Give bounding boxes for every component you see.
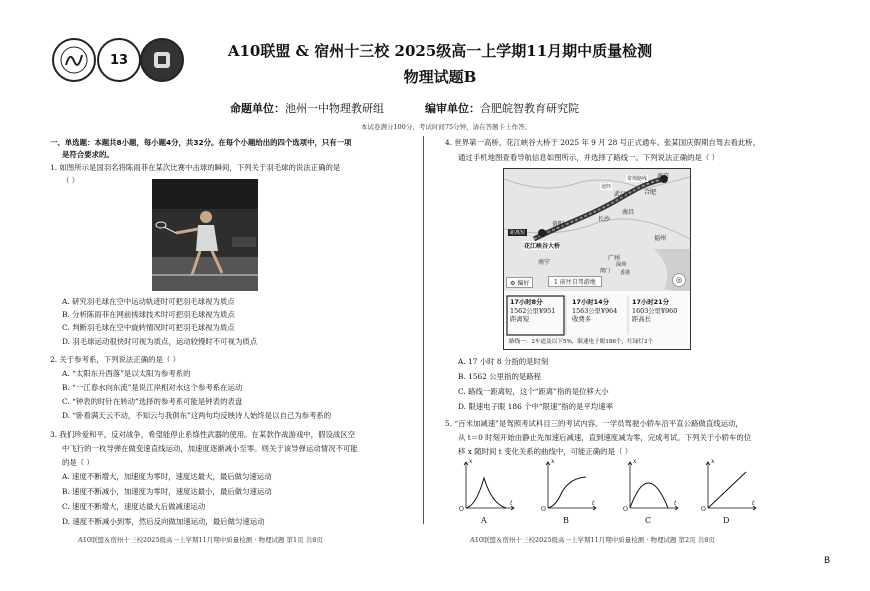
graph-a-o-label: O	[459, 506, 464, 513]
graph-c	[622, 460, 680, 514]
route-note: 路线一：2车道及以下5%，限速电子眼186个，红绿灯2个	[509, 339, 654, 345]
route-3-tag: 距高长	[632, 315, 652, 323]
section-header-1: 一、单选题：本题共8小题，每小题4分，共32分。在每个小题给出的四个选项中，只有一项	[50, 138, 352, 147]
route-1-detail: 1562公里¥951	[510, 306, 556, 315]
navigate-label: 1 前往自驾游地	[554, 279, 596, 286]
reviewer-label: 编审单位：	[425, 102, 480, 115]
section-header-2: 是符合要求的。	[62, 150, 114, 159]
q4-option-b: B. 1562 公里指的是路程	[458, 372, 542, 381]
graph-d-o-label: O	[701, 506, 706, 513]
q4-stem-2: 通过手机地图查看导航信息如图所示，并选择了路线一。下列说法正确的是（ ）	[458, 153, 720, 162]
preference-label: 偏好	[517, 280, 530, 287]
graph-a-letter: A	[481, 516, 487, 525]
route-card-3[interactable]	[632, 298, 688, 324]
map-city-nanjing: 南京	[657, 173, 670, 180]
graph-c-x-label: x	[633, 458, 637, 465]
route-card-2[interactable]	[572, 298, 628, 324]
map-route-tag-1: 距离短	[510, 230, 526, 236]
seal-number: 13	[109, 52, 129, 68]
map-city-nanning: 南宁	[538, 259, 551, 266]
q4-option-c: C. 路线一距离短，这个“距离”指的是位移大小	[458, 387, 609, 396]
map-city-guangzhou: 广州	[608, 255, 621, 262]
route-2-time: 17小时14分	[572, 298, 609, 306]
q1-option-d: D. 羽毛球运动很快时可视为质点，运动较慢时不可视为质点	[62, 337, 258, 346]
graph-b-o-label: O	[541, 506, 546, 513]
graph-d-letter: D	[723, 516, 730, 525]
graph-c-letter: C	[645, 516, 652, 525]
author: 池州一中物理教研组	[285, 102, 384, 115]
map-city-wuhan: 武汉	[614, 191, 627, 198]
q1-option-c: C. 判断羽毛球在空中旋转情况时可把羽毛球视为质点	[62, 323, 235, 332]
footer-left: A10联盟＆宿州十三校2025级高一上学期11月期中质量检测 · 物理试题 第1页 共8页	[78, 536, 323, 544]
q3-option-a: A. 速度不断增大，加速度为零时，速度达最大，最后做匀速运动	[62, 472, 272, 481]
q1-stem-2: （ ）	[62, 176, 80, 185]
graph-a-x-label: x	[469, 458, 473, 465]
q3-stem-2: 中飞行的一枚导弹在做变速直线运动，加速度逐渐减小至零。则关于该导弹运动情况不可能	[62, 444, 358, 453]
badge-seal-icon	[140, 38, 184, 82]
q4-option-d: D. 限速电子眼 186 个中“限速”指的是平均速率	[458, 402, 613, 411]
badminton-photo	[152, 179, 258, 291]
route-1-tag: 距离短	[510, 315, 530, 323]
graph-b-x-label: x	[551, 458, 555, 465]
map-city-hefei: 合肥	[644, 189, 657, 196]
map-city-changsha: 长沙	[598, 216, 611, 223]
route-2-tag: 收费多	[572, 315, 592, 323]
q4-stem-1: 4. 世界第一高桥，花江峡谷大桥于 2025 年 9 月 28 号正式通车。张某国庆假期自驾去看此桥，	[445, 138, 761, 147]
graph-d-x-label: x	[711, 458, 715, 465]
column-divider	[423, 136, 424, 524]
q2-option-c: C. “钟表的时针在转动”选择的参考系可能是钟表的表盘	[62, 397, 243, 406]
q3-stem-3: 的是（ ）	[62, 458, 94, 467]
reviewer: 合肥皖智教育研究院	[480, 102, 579, 115]
graph-b	[540, 460, 598, 514]
q5-stem-1: 5. “百米加减速”是驾照考试科目三的考试内容。一学员驾驶小轿车沿平直公路做直线运动，	[445, 419, 743, 428]
map-city-nanchang: 南昌	[622, 209, 635, 216]
q5-stem-2: 从 t＝0 时刻开始由静止先加速后减速，直到速度减为零，完成考试。下列关于小轿车的位	[458, 433, 752, 442]
q2-option-a: A. “太阳东升西落”是以太阳为参考系的	[62, 369, 191, 378]
navigate-button[interactable]	[548, 276, 602, 287]
q1-option-a: A. 研究羽毛球在空中运动轨迹时可把羽毛球视为质点	[62, 297, 235, 306]
map-route-tag-2: 途经	[601, 184, 612, 190]
page-subtitle: 物理试题B	[403, 68, 477, 86]
map-city-hongkong: 香港	[620, 270, 631, 276]
map-location-icon[interactable]: ◎	[672, 273, 686, 287]
graph-d-t-label: t	[752, 500, 755, 507]
q3-option-c: C. 速度不断增大，速度达最大后做减速运动	[62, 502, 206, 511]
graph-a-t-label: t	[510, 500, 513, 507]
page-version-mark: B	[824, 556, 831, 566]
graph-a	[458, 460, 516, 514]
q2-option-d: D. “卧看满天云不动，不知云与我俱东”这两句均反映诗人始终是以自己为参考系的	[62, 411, 332, 420]
map-city-shenzhen: 深圳	[616, 262, 627, 268]
school-seal-icon	[52, 38, 96, 82]
q2-option-b: B. “一江春水向东流”是说江岸相对水这个参考系在运动	[62, 383, 243, 392]
author-line	[230, 100, 579, 116]
footer-right: A10联盟＆宿州十三校2025级高一上学期11月期中质量检测 · 物理试题 第2页 共8页	[470, 536, 715, 544]
map-city-macau: 澳门	[600, 268, 611, 274]
route-2-detail: 1563公里¥964	[572, 306, 618, 315]
graph-d	[700, 460, 758, 514]
number-13-seal-icon	[97, 38, 141, 82]
author-label: 命题单位：	[230, 102, 285, 115]
q4-option-a: A. 17 小时 8 分指的是时刻	[458, 357, 549, 366]
preference-icon: ⚙	[510, 280, 516, 287]
graph-b-letter: B	[563, 516, 569, 525]
q1-option-b: B. 分析陈雨菲在网前搓球技术时可把羽毛球视为质点	[62, 310, 235, 319]
map-bridge-label: 花江峡谷大桥	[524, 243, 561, 250]
map-city-fuzhou: 福州	[654, 235, 667, 242]
graph-c-o-label: O	[623, 506, 628, 513]
navigation-map	[503, 168, 691, 350]
graph-c-t-label: t	[674, 500, 677, 507]
q3-option-d: D. 速度不断减小到零，然后反向做加速运动，最后做匀速运动	[62, 517, 265, 526]
q3-option-b: B. 速度不断减小，加速度为零时，速度达最小，最后做匀速运动	[62, 487, 272, 496]
q1-stem-1: 1. 如图所示是国羽名将陈雨菲在某次比赛中击球的瞬间，下列关于羽毛球的说法正确的是	[50, 163, 341, 172]
route-3-time: 17小时21分	[632, 298, 669, 306]
route-1-time: 17小时8分	[510, 298, 543, 306]
q5-stem-3: 移 x 随时间 t 变化关系的曲线中，可能正确的是（ ）	[458, 447, 633, 456]
map-preference-button[interactable]	[506, 277, 533, 288]
exam-note: 本试卷满分100分，考试时间75分钟，请在答题卡上作答。	[360, 123, 532, 131]
q3-stem-1: 3. 我们珍爱和平，反对战争，希望能停止系绦性武器的使用。在某款作战游戏中，假设战区空	[50, 430, 356, 439]
map-route-tag-3: 常规路线	[627, 176, 648, 182]
page-title: A10联盟 & 宿州十三校 2025级高一上学期11月期中质量检测	[227, 42, 653, 60]
route-card-1[interactable]	[510, 298, 566, 324]
q2-stem: 2. 关于参考系，下列说法正确的是（ ）	[50, 355, 181, 364]
route-3-detail: 1603公里¥960	[632, 306, 678, 315]
map-city-guiyang: 贵阳	[552, 221, 565, 228]
graph-b-t-label: t	[592, 500, 595, 507]
